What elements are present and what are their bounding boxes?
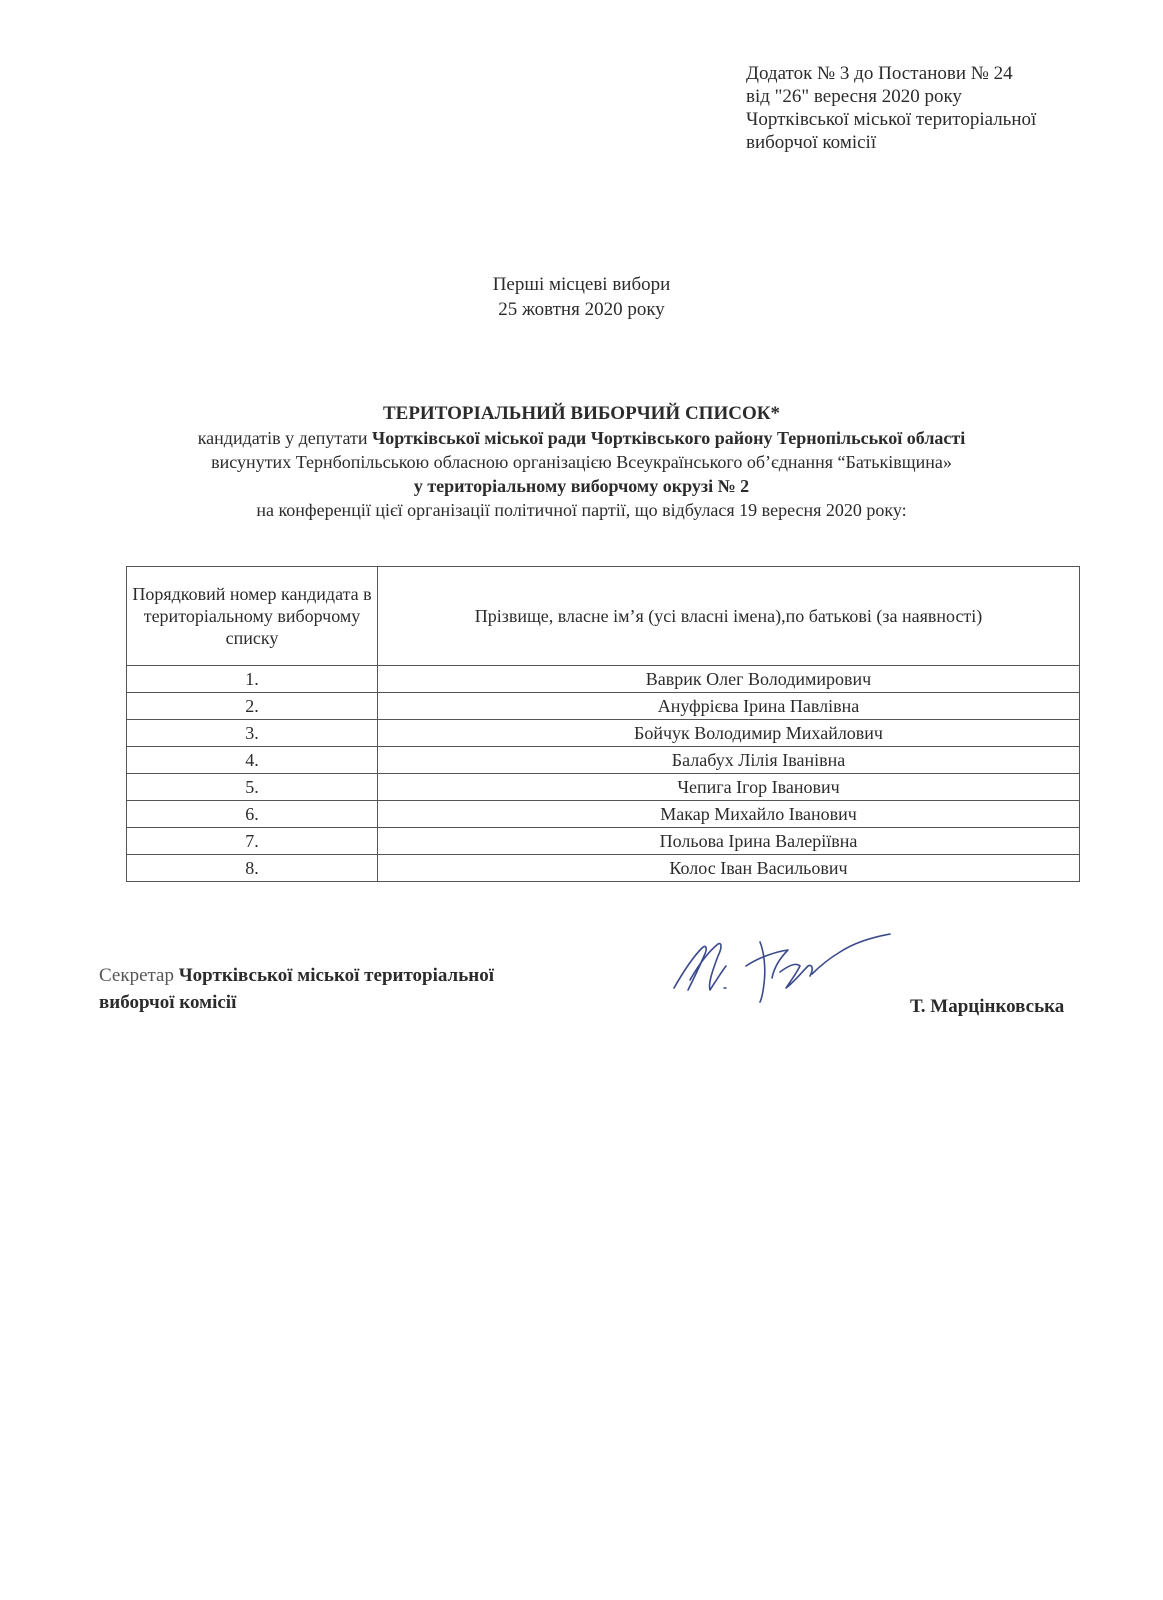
document-title: ТЕРИТОРІАЛЬНИЙ ВИБОРЧИЙ СПИСОК*: [382, 403, 781, 424]
election-date: 25 жовтня 2020 року: [498, 299, 665, 320]
table-row: [127, 747, 1080, 774]
table-row: [127, 855, 1080, 882]
appendix-line: Додаток № 3 до Постанови № 24: [746, 63, 1013, 84]
document-heading: [0, 402, 1163, 522]
table-row: [127, 720, 1080, 747]
candidate-name: Польова Ірина Валеріївна: [378, 828, 1080, 855]
header-number: Порядковий номер кандидата в територіальному виборчому списку: [127, 567, 378, 666]
secretary-role: Секретар: [99, 965, 179, 986]
table-row: [127, 774, 1080, 801]
commission-line2: виборчої комісії: [99, 992, 237, 1013]
candidate-name: Макар Михайло Іванович: [378, 801, 1080, 828]
district-line: [0, 474, 1163, 498]
appendix-line: Чортківської міської територіальної: [746, 109, 1037, 130]
secretary-line: [99, 962, 659, 989]
candidates-table: [126, 566, 1080, 882]
candidate-number: 4.: [127, 747, 378, 774]
candidate-number: 6.: [127, 801, 378, 828]
candidates-line: [0, 426, 1163, 450]
appendix-line: від "26" вересня 2020 року: [746, 86, 962, 107]
candidate-number: 8.: [127, 855, 378, 882]
secretary-block: [99, 962, 659, 1016]
table-row: [127, 693, 1080, 720]
table-header-row: [127, 567, 1080, 666]
candidate-number: 3.: [127, 720, 378, 747]
candidate-number: 1.: [127, 666, 378, 693]
signer-name: Т. Марцінковська: [910, 996, 1065, 1017]
appendix-line: виборчої комісії: [746, 132, 877, 153]
candidate-name: Ануфрієва Ірина Павлівна: [378, 693, 1080, 720]
candidate-name: Ваврик Олег Володимирович: [378, 666, 1080, 693]
candidate-name: Чепига Ігор Іванович: [378, 774, 1080, 801]
candidate-number: 7.: [127, 828, 378, 855]
appendix-note: [746, 62, 1146, 154]
candidate-name: Колос Іван Васильович: [378, 855, 1080, 882]
candidates-prefix: кандидатів у депутати: [197, 428, 373, 448]
candidate-number: 5.: [127, 774, 378, 801]
election-name: Перші місцеві вибори: [492, 274, 671, 295]
district: у територіальному виборчому окрузі № 2: [413, 476, 750, 496]
conference-line: на конференції цієї організації політичної партії, що відбулася 19 вересня 2020 року:: [256, 500, 907, 520]
handwritten-signature: [668, 922, 908, 1022]
council-name: Чортківської міської ради Чортківського району Тернопільської області: [372, 428, 966, 448]
commission-line1: Чортківської міської територіальної: [178, 965, 494, 986]
candidate-number: 2.: [127, 693, 378, 720]
header-name: Прізвище, власне ім’я (усі власні імена),по батькові (за наявності): [378, 567, 1080, 666]
candidate-name: Бойчук Володимир Михайлович: [378, 720, 1080, 747]
table-row: [127, 801, 1080, 828]
candidate-name: Балабух Лілія Іванівна: [378, 747, 1080, 774]
table-row: [127, 828, 1080, 855]
table-row: [127, 666, 1080, 693]
nominated-by: висунутих Тернбопільською обласною організацією Всеукраїнського об’єднання “Батьківщина»: [211, 452, 952, 472]
election-info: [0, 272, 1163, 322]
table-body: [127, 666, 1080, 882]
